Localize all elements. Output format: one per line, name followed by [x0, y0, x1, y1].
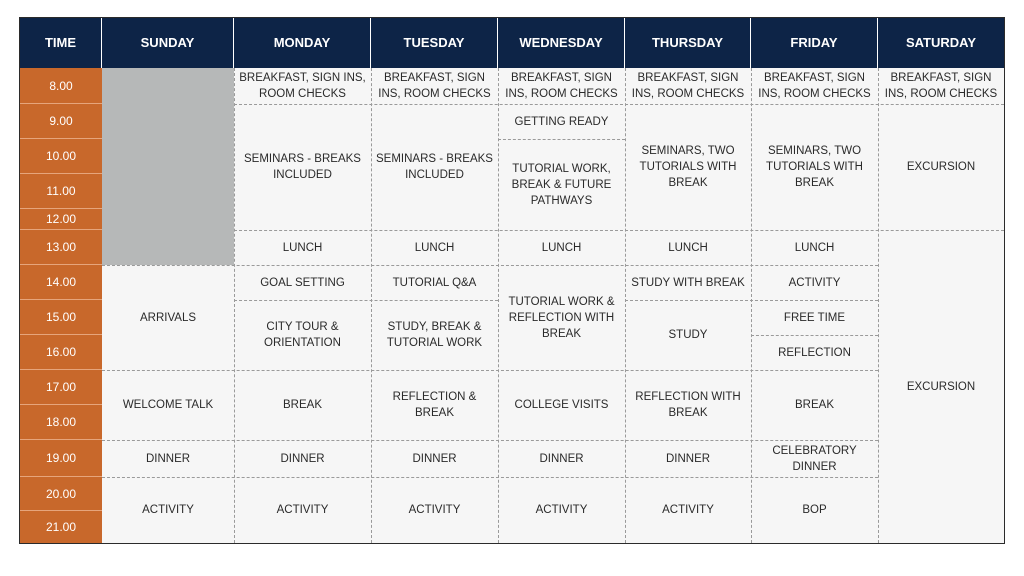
- monday-lunch: LUNCH: [282, 241, 323, 254]
- header-saturday: SATURDAY: [878, 18, 1004, 68]
- header-monday: MONDAY: [234, 18, 371, 68]
- friday-breakfast: BREAKFAST, SIGN INS, ROOM CHECKS: [758, 72, 871, 100]
- friday-seminars: SEMINARS, TWO TUTORIALS WITH BREAK: [766, 145, 863, 189]
- monday-seminars: SEMINARS - BREAKS INCLUDED: [244, 153, 361, 181]
- time-slot: 15.00: [20, 300, 102, 335]
- time-slot: 10.00: [20, 139, 102, 174]
- saturday-breakfast: BREAKFAST, SIGN INS, ROOM CHECKS: [884, 72, 998, 100]
- time-slot: 19.00: [20, 440, 102, 477]
- tuesday-lunch: LUNCH: [414, 241, 455, 254]
- time-slot: 9.00: [20, 104, 102, 139]
- time-slot: 14.00: [20, 265, 102, 300]
- time-slot: 16.00: [20, 335, 102, 370]
- sunday-arrivals: ARRIVALS: [139, 311, 197, 324]
- thursday-dinner: DINNER: [665, 452, 711, 465]
- monday-dinner: DINNER: [280, 452, 325, 465]
- timetable: [19, 17, 1005, 544]
- row-divider: [234, 300, 498, 301]
- time-slot: 18.00: [20, 405, 102, 440]
- wednesday-activity: ACTIVITY: [535, 504, 588, 516]
- sunday-unavailable-block: [102, 68, 234, 265]
- thursday-study-with-break: STUDY WITH BREAK: [631, 276, 745, 289]
- row-divider: [751, 335, 878, 336]
- row-divider: [234, 230, 1004, 231]
- friday-celebratory-dinner: CELEBRATORY DINNER: [772, 444, 857, 473]
- column-divider: [371, 68, 372, 543]
- thursday-study: STUDY: [668, 329, 708, 341]
- sunday-dinner: DINNER: [145, 452, 191, 465]
- header-sunday: SUNDAY: [102, 18, 234, 68]
- monday-break: BREAK: [283, 399, 322, 411]
- row-divider: [102, 370, 878, 371]
- column-divider: [751, 68, 752, 543]
- tuesday-breakfast: BREAKFAST, SIGN INS, ROOM CHECKS: [378, 72, 491, 100]
- monday-city-tour: CITY TOUR & ORIENTATION: [264, 321, 341, 349]
- row-divider: [498, 139, 625, 140]
- thursday-reflection: REFLECTION WITH BREAK: [635, 391, 741, 419]
- thursday-lunch: LUNCH: [668, 241, 708, 254]
- row-divider: [625, 300, 878, 301]
- wednesday-tutorial-work: TUTORIAL WORK, BREAK & FUTURE PATHWAYS: [511, 162, 612, 207]
- tuesday-reflection: REFLECTION & BREAK: [392, 391, 477, 419]
- header-wednesday: WEDNESDAY: [498, 18, 625, 68]
- saturday-excursion-afternoon: EXCURSION: [906, 380, 976, 393]
- row-divider: [234, 104, 1004, 105]
- monday-breakfast: BREAKFAST, SIGN INS, ROOM CHECKS: [239, 72, 366, 100]
- time-slot: 13.00: [20, 230, 102, 265]
- time-slot: 21.00: [20, 511, 102, 543]
- column-divider: [878, 68, 879, 543]
- header-tuesday: TUESDAY: [371, 18, 498, 68]
- time-slot: 20.00: [20, 477, 102, 511]
- saturday-excursion-morning: EXCURSION: [906, 161, 976, 173]
- friday-lunch: LUNCH: [794, 241, 835, 254]
- friday-break: BREAK: [795, 399, 834, 411]
- wednesday-getting-ready: GETTING READY: [514, 115, 609, 128]
- tuesday-activity: ACTIVITY: [408, 504, 461, 516]
- wednesday-lunch: LUNCH: [541, 241, 582, 254]
- time-slot: 11.00: [20, 174, 102, 209]
- sunday-activity: ACTIVITY: [142, 504, 194, 516]
- row-divider: [102, 440, 878, 441]
- friday-bop: BOP: [802, 504, 827, 516]
- sunday-welcome-talk: WELCOME TALK: [122, 399, 214, 411]
- wednesday-breakfast: BREAKFAST, SIGN INS, ROOM CHECKS: [505, 72, 618, 100]
- header-friday: FRIDAY: [751, 18, 878, 68]
- wednesday-college-visits: COLLEGE VISITS: [514, 399, 609, 411]
- thursday-breakfast: BREAKFAST, SIGN INS, ROOM CHECKS: [631, 72, 745, 100]
- monday-activity: ACTIVITY: [276, 504, 329, 516]
- tuesday-study-break: STUDY, BREAK & TUTORIAL WORK: [386, 321, 483, 349]
- header-thursday: THURSDAY: [625, 18, 751, 68]
- wednesday-dinner: DINNER: [539, 452, 584, 465]
- row-divider: [102, 265, 878, 266]
- header-time: TIME: [20, 18, 102, 68]
- thursday-activity: ACTIVITY: [662, 504, 714, 516]
- tuesday-tutorial-qa: TUTORIAL Q&A: [392, 276, 477, 289]
- column-divider: [234, 68, 235, 543]
- thursday-seminars: SEMINARS, TWO TUTORIALS WITH BREAK: [639, 145, 737, 189]
- time-slot: 17.00: [20, 370, 102, 405]
- friday-activity: ACTIVITY: [788, 276, 841, 289]
- time-slot: 8.00: [20, 68, 102, 104]
- time-slot: 12.00: [20, 209, 102, 230]
- wednesday-tutorial-reflection: TUTORIAL WORK & REFLECTION WITH BREAK: [508, 295, 615, 340]
- monday-goal-setting: GOAL SETTING: [260, 276, 345, 289]
- tuesday-dinner: DINNER: [412, 452, 457, 465]
- tuesday-seminars: SEMINARS - BREAKS INCLUDED: [376, 153, 493, 181]
- row-divider: [102, 477, 878, 478]
- friday-free-time: FREE TIME: [783, 311, 846, 324]
- column-divider: [625, 68, 626, 543]
- friday-reflection: REFLECTION: [778, 346, 851, 359]
